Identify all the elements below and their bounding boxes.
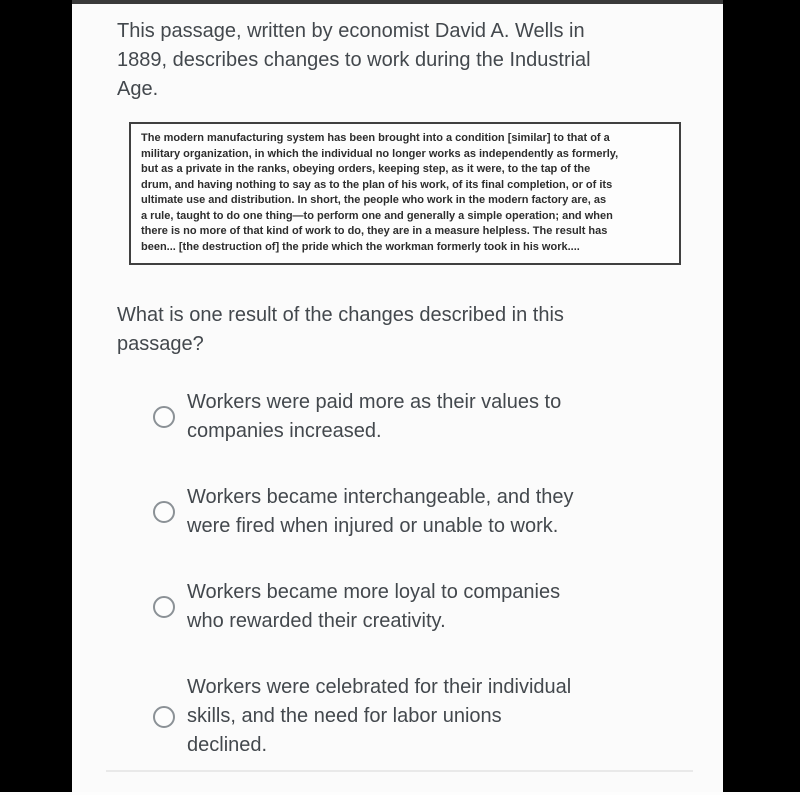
answer-option-label: [187, 483, 574, 541]
question-line: passage?: [117, 333, 204, 355]
answer-option-label: [187, 673, 571, 760]
radio-button[interactable]: [153, 406, 175, 428]
answer-options: [72, 388, 723, 760]
question-card: [72, 0, 723, 795]
answer-option-2[interactable]: [72, 483, 723, 541]
passage-line: a rule, taught to do one thing—to perform one and generally a simple operation; and when: [141, 209, 613, 222]
answer-option-label: [187, 388, 561, 446]
radio-button[interactable]: [153, 501, 175, 523]
passage-line: but as a private in the ranks, obeying orders, keeping step, as it were, to the tap of the: [141, 163, 591, 175]
letterbox-left: [0, 0, 72, 795]
passage-box: [129, 122, 681, 265]
question-text: [72, 301, 723, 359]
intro-line: 1889, describes changes to work during the Industrial: [117, 49, 591, 71]
question-intro: [72, 17, 723, 104]
radio-button[interactable]: [153, 596, 175, 618]
intro-line: This passage, written by economist David A. Wells in: [117, 20, 585, 42]
answer-option-3[interactable]: [72, 578, 723, 636]
passage-line: The modern manufacturing system has been brought into a condition [similar] to that of a: [141, 132, 610, 144]
answer-line: skills, and the need for labor unions: [187, 705, 502, 727]
intro-line: Age.: [117, 78, 159, 100]
answer-line: who rewarded their creativity.: [187, 610, 446, 632]
answer-line: companies increased.: [187, 420, 382, 442]
answer-line: Workers became interchangeable, and they: [187, 486, 574, 508]
letterbox-right: [723, 0, 800, 795]
divider: [106, 770, 693, 772]
answer-option-4[interactable]: [72, 673, 723, 760]
passage-line: been... [the destruction of] the pride which the workman formerly took in his work....: [141, 240, 580, 253]
passage-line: ultimate use and distribution. In short, the people who work in the modern factory are, as: [141, 194, 607, 206]
radio-button[interactable]: [153, 706, 175, 728]
passage-line: there is no more of that kind of work to do, they are in a measure helpless. The result has: [141, 225, 608, 237]
passage-line: military organization, in which the individual no longer works as independently as formerly,: [141, 147, 619, 160]
passage-line: drum, and having nothing to say as to the plan of his work, of its final completion, or of its: [141, 178, 613, 191]
answer-line: Workers were celebrated for their individual: [187, 676, 572, 698]
answer-line: were fired when injured or unable to work.: [187, 515, 559, 537]
answer-line: Workers were paid more as their values to: [187, 391, 562, 413]
question-line: What is one result of the changes described in this: [117, 304, 564, 326]
answer-line: Workers became more loyal to companies: [187, 581, 561, 603]
answer-option-1[interactable]: [72, 388, 723, 446]
answer-option-label: [187, 578, 560, 636]
answer-line: declined.: [187, 734, 268, 756]
